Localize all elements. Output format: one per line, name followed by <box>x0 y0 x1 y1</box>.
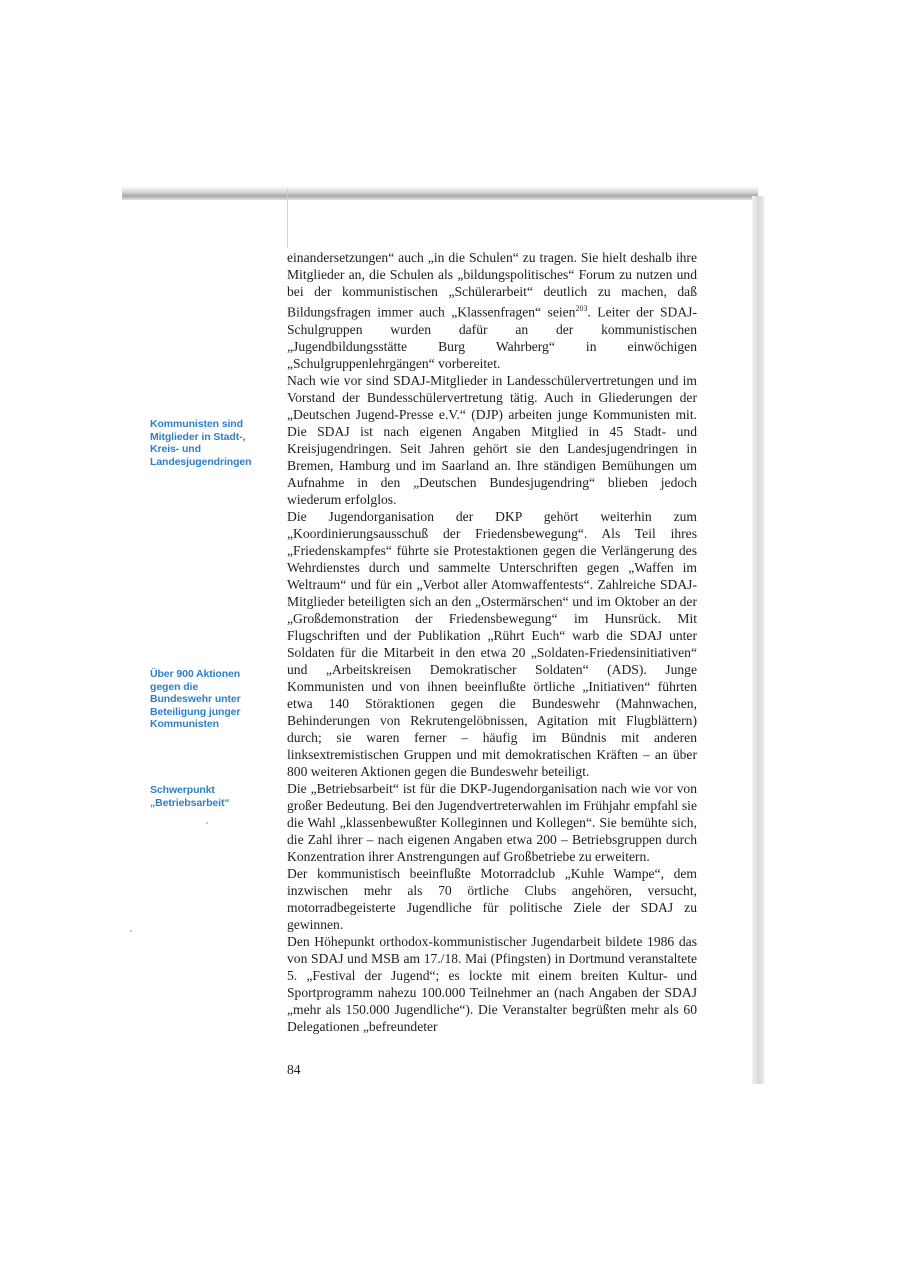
paragraph-schulen <box>287 249 697 372</box>
scan-speck <box>206 822 208 824</box>
paragraph-kuhle-wampe: Der kommunistisch beeinflußte Motorradclub „Kuhle Wampe“, dem inzwischen mehr als 70 örtliche Clubs angehören, versucht, motorradbegeisterte Jugendliche für politische Ziele der SDAJ zu gewinnen. <box>287 865 697 932</box>
scan-shadow-right <box>752 196 764 1084</box>
paragraph-festival: Den Höhepunkt orthodox-kommunistischer Jugendarbeit bildete 1986 das von SDAJ und MSB am 17./18. Mai (Pfingsten) in Dortmund veranstaltete 5. „Festival der Jugend“; es lockte mit einem breiten Kultur- und Sportprogramm nahezu 100.000 Teilnehmer an (nach Angaben der SDAJ „mehr als 150.000 Jugendliche“). Die Veranstalter begrüßten mehr als 60 Delegationen „befreundeter <box>287 933 697 1034</box>
footnote-reference: 203 <box>575 304 588 313</box>
margin-note-jugendringe: Kommunisten sind Mitglieder in Stadt-, Kreis- und Landesjugendringen <box>150 418 252 468</box>
page-fold-line <box>287 188 288 248</box>
page-number: 84 <box>287 1062 301 1077</box>
paragraph-schulen-continuation: . Leiter der SDAJ-Schulgruppen wurden dafür an der kommunistischen „Jugendbildungsstätte Burg Wahrberg“ in einwöchigen „Schulgruppenlehrgängen“ vorbereitet. <box>287 304 697 371</box>
paragraph-friedensbewegung: Die Jugendorganisation der DKP gehört weiterhin zum „Koordinierungsausschuß der Friedensbewegung“. Als Teil ihres „Friedenskampfes“ führte sie Protestaktionen gegen die Verlängerung des Wehrdienstes durch und sammelte Unterschriften gegen „Waffen im Weltraum“ und für ein „Verbot aller Atomwaffentests“. Zahlreiche SDAJ-Mitglieder beteiligten sich an den „Ostermärschen“ und im Oktober an der „Großdemonstration der Friedensbewegung“ im Hunsrück. Mit Flugschriften und der Publikation „Rührt Euch“ warb die SDAJ unter Soldaten für die Mitarbeit in den etwa 20 „Soldaten-Friedensinitiativen“ und „Arbeitskreisen Demokratischer Soldaten“ (ADS). Junge Kommunisten und von ihnen beeinflußte örtliche „Initiativen“ führten etwa 140 Störaktionen gegen die Bundeswehr (Mahnwachen, Behinderungen von Rekrutengelöbnissen, Agitation mit Flugblättern) durch; sie waren ferner – häufig im Bündnis mit anderen linksextremistischen Gruppen und mit demokratischen Kräften – an über 800 weiteren Aktionen gegen die Bundeswehr beteiligt. <box>287 508 697 779</box>
paragraph-betriebsarbeit: Die „Betriebsarbeit“ ist für die DKP-Jugendorganisation nach wie vor von großer Bedeutung. Bei den Jugendvertreterwahlen im Frühjahr empfahl sie die Wahl „klassenbewußter Kolleginnen und Kollegen“. Sie bemühte sich, die Zahl ihrer – nach eigenen Angaben etwa 200 – Betriebsgruppen durch Konzentration ihrer Anstrengungen auf Großbetriebe zu erweitern. <box>287 780 697 864</box>
margin-note-betriebsarbeit: Schwerpunkt „Betriebsarbeit“ <box>150 784 230 809</box>
paragraph-jugendringe: Nach wie vor sind SDAJ-Mitglieder in Landesschülervertretungen und im Vorstand der Bundesschülervertretung tätig. Auch in Gliederungen der „Deutschen Jugend-Presse e.V.“ (DJP) arbeiten junge Kommunisten mit. Die SDAJ ist nach eigenen Angaben Mitglied in 45 Stadt- und Kreisjugendringen. Seit Jahren gehört sie den Landesjugendringen in Bremen, Hamburg und im Saarland an. Ihre ständigen Bemühungen um Aufnahme in den „Deutschen Bundesjugendring“ blieben jedoch wiederum erfolglos. <box>287 372 697 507</box>
margin-note-bundeswehr-aktionen: Über 900 Aktionen gegen die Bundeswehr unter Beteiligung junger Kommunisten <box>150 668 241 731</box>
body-text <box>287 249 697 1035</box>
scan-shadow-top <box>122 186 758 200</box>
paragraph-schulen-text: einandersetzungen“ auch „in die Schulen“ zu tragen. Sie hielt deshalb ihre Mitglieder an, die Schulen als „bildungspolitisches“ Forum zu nutzen und bei der kommunistischen „Schülerarbeit“ deutlich zu machen, daß Bildungsfragen immer auch „Klassenfragen“ seien <box>287 250 697 320</box>
scan-speck <box>130 930 132 932</box>
